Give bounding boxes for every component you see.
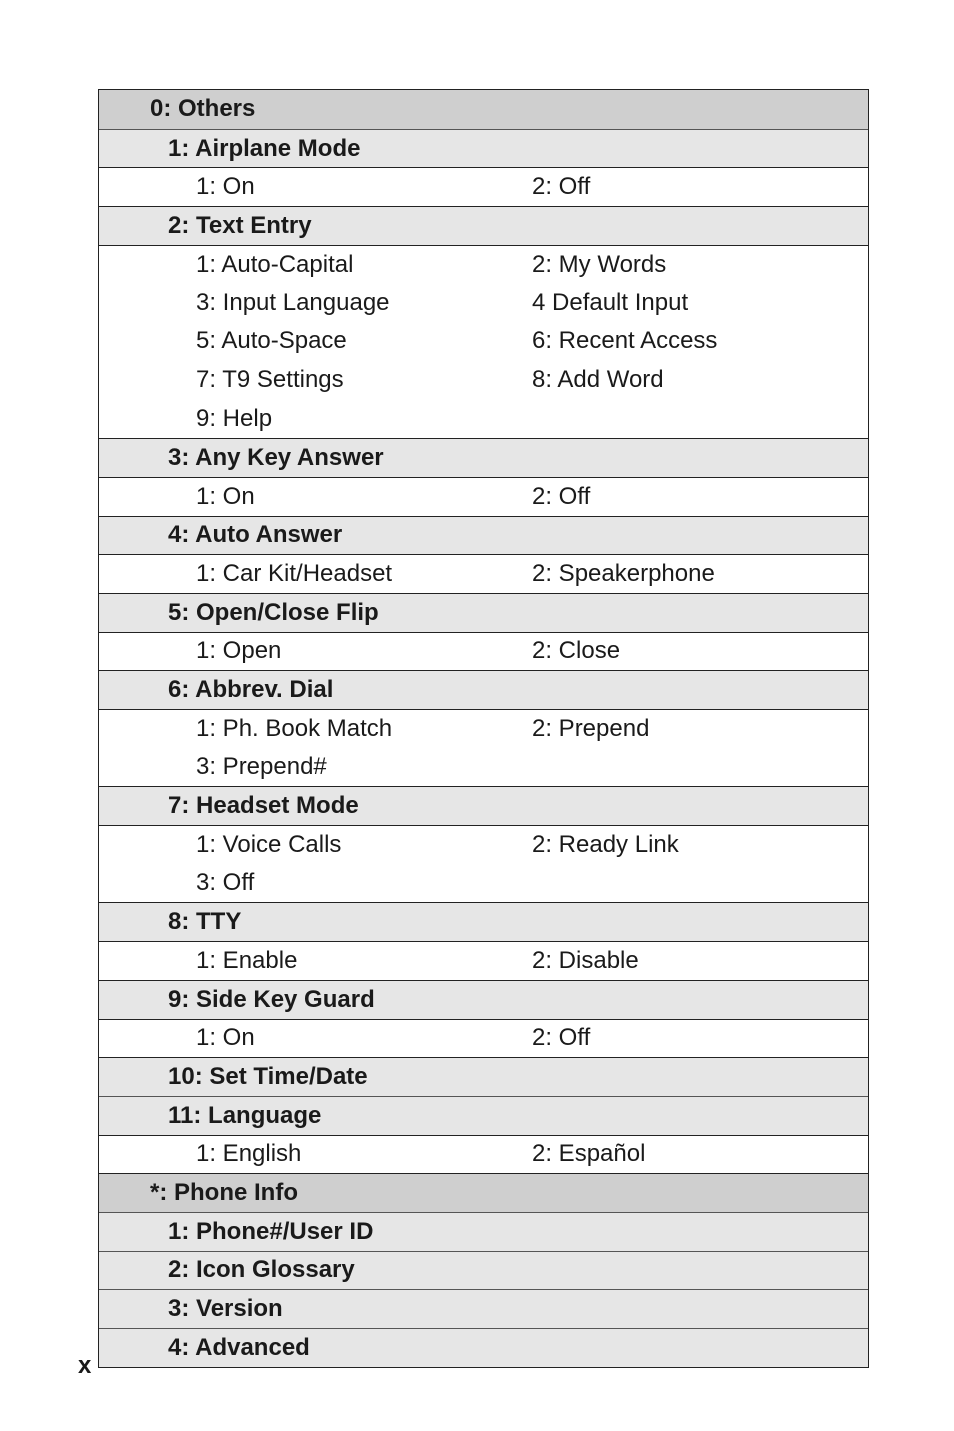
submenu-header [99,670,868,709]
option-row [99,864,868,903]
submenu-header [99,1289,868,1328]
menu-section-header [99,1173,868,1212]
option-left: 3: Prepend# [196,753,327,781]
option-row [99,632,868,671]
option-right: 2: Close [532,637,621,665]
submenu-label: 4: Auto Answer [168,521,343,549]
option-row [99,709,868,748]
submenu-header [99,593,868,632]
section-label: *: Phone Info [150,1179,298,1207]
option-left: 1: Auto-Capital [196,250,354,278]
option-row [99,400,868,439]
option-left: 1: Ph. Book Match [196,714,393,742]
option-left: 1: On [196,173,255,201]
option-row [99,283,868,322]
option-left: 1: English [196,1140,302,1168]
option-right: 2: My Words [532,250,667,278]
option-left: 9: Help [196,404,273,432]
option-right: 2: Off [532,173,591,201]
option-row [99,554,868,593]
submenu-header [99,980,868,1019]
submenu-label: 1: Airplane Mode [168,134,361,162]
submenu-header [99,1096,868,1135]
option-row [99,245,868,284]
submenu-label: 8: TTY [168,908,242,936]
submenu-header [99,1328,868,1367]
section-label: 0: Others [150,95,256,123]
submenu-label: 11: Language [168,1101,322,1129]
submenu-label: 3: Any Key Answer [168,444,384,472]
submenu-label: 3: Version [168,1295,283,1323]
submenu-label: 10: Set Time/Date [168,1063,368,1091]
option-left: 1: On [196,1024,255,1052]
submenu-label: 1: Phone#/User ID [168,1217,374,1245]
option-left: 1: On [196,482,255,510]
option-right: 2: Español [532,1140,646,1168]
option-row [99,322,868,361]
submenu-header [99,438,868,477]
option-row [99,167,868,206]
submenu-label: 2: Icon Glossary [168,1256,355,1284]
option-right: 2: Disable [532,946,639,974]
submenu-label: 9: Side Key Guard [168,985,375,1013]
submenu-header [99,786,868,825]
option-right: 4 Default Input [532,288,689,316]
option-left: 1: Enable [196,946,298,974]
submenu-label: 6: Abbrev. Dial [168,676,334,704]
submenu-header [99,1212,868,1251]
option-right: 2: Prepend [532,714,650,742]
option-row [99,941,868,980]
submenu-label: 2: Text Entry [168,211,312,239]
option-right: 2: Speakerphone [532,560,715,588]
option-row [99,1135,868,1174]
option-row [99,825,868,864]
option-row [99,1019,868,1058]
submenu-label: 7: Headset Mode [168,792,359,820]
option-left: 7: T9 Settings [196,366,344,394]
option-right: 2: Off [532,1024,591,1052]
option-row [99,477,868,516]
menu-section-header [99,90,868,129]
menu-table [98,89,869,1368]
option-right: 2: Ready Link [532,830,679,858]
option-right: 2: Off [532,482,591,510]
option-left: 3: Input Language [196,288,390,316]
option-left: 5: Auto-Space [196,327,347,355]
option-left: 3: Off [196,869,255,897]
option-left: 1: Car Kit/Headset [196,560,393,588]
option-left: 1: Voice Calls [196,830,342,858]
option-right: 8: Add Word [532,366,664,394]
submenu-label: 4: Advanced [168,1333,310,1361]
submenu-header [99,902,868,941]
option-left: 1: Open [196,637,282,665]
option-row [99,748,868,787]
submenu-label: 5: Open/Close Flip [168,598,379,626]
option-right: 6: Recent Access [532,327,718,355]
submenu-header [99,129,868,168]
submenu-header [99,1057,868,1096]
submenu-header [99,1251,868,1290]
submenu-header [99,516,868,555]
option-row [99,361,868,400]
page-number: x [78,1352,92,1379]
submenu-header [99,206,868,245]
